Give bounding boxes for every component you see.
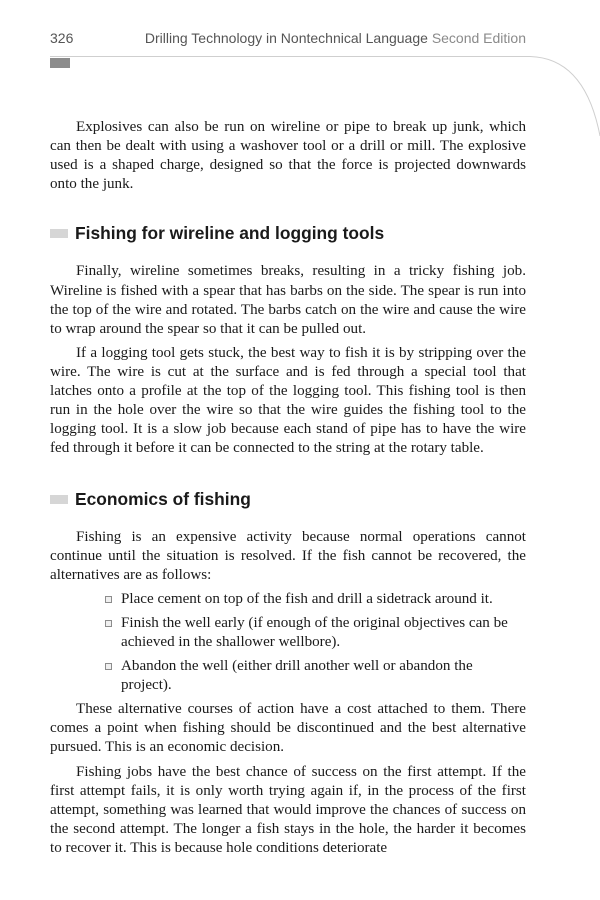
list-item-text: Place cement on top of the fish and drill a sidetrack around it. — [121, 590, 493, 607]
list-item — [121, 590, 526, 609]
page-body — [50, 118, 526, 863]
square-bullet-icon — [105, 596, 112, 603]
heading-marker-icon — [50, 495, 68, 504]
paragraph-economics-1: These alternative courses of action have a cost attached to them. There comes a point when fishing should be discontinued and the best alternative pursued. This is an economic decision. — [50, 701, 526, 756]
list-item-text: Abandon the well (either drill another well or abandon the project). — [121, 658, 473, 694]
list-item — [121, 657, 526, 695]
heading-marker-icon — [50, 229, 68, 238]
section-heading-economics — [50, 490, 526, 509]
paragraph-wireline-2: If a logging tool gets stuck, the best way to fish it is by stripping over the wire. The wire is cut at the surface and is fed through a special tool that latches onto a profile at the top of the logging tool. This fishing tool is then run in the hole over the wire so that the wire guides the fishing tool to the logging tool. It is a slow job because each stand of pipe has to have the wire fed through it before it can be connected to the string at the rotary table. — [50, 344, 526, 457]
page-header — [50, 30, 526, 50]
list-item — [121, 614, 526, 652]
paragraph-economics-intro: Fishing is an expensive activity because normal operations cannot continue until the situation is resolved. If the fish cannot be recovered, the alternatives are as follows: — [50, 528, 526, 583]
square-bullet-icon — [105, 663, 112, 670]
section-heading-wireline — [50, 224, 526, 243]
list-item-text: Finish the well early (if enough of the original objectives can be achieved in the shallower wellbore). — [121, 614, 508, 650]
paragraph-wireline-1: Finally, wireline sometimes breaks, resulting in a tricky fishing job. Wireline is fished with a spear that has barbs on the side. The spear is run into the top of the wire and rotated. The barbs catch on the wire and cause the wire to wrap around the spear so that it can be pulled out. — [50, 263, 526, 337]
intro-paragraph: Explosives can also be run on wireline or pipe to break up junk, which can then be dealt with using a washover tool or a drill or mill. The explosive used is a shaped charge, designed so that the force is projected downwards onto the junk. — [50, 119, 526, 193]
header-rule — [50, 56, 530, 57]
running-title — [145, 30, 526, 46]
book-title: Drilling Technology in Nontechnical Language — [144, 30, 428, 46]
page-number: 326 — [50, 30, 74, 46]
square-bullet-icon — [105, 620, 112, 627]
paragraph-economics-2: Fishing jobs have the best chance of success on the first attempt. If the first attempt fails, it is only worth trying again if, in the process of the first attempt, something was learned that would improve the chances of success on the second attempt. The longer a fish stays in the hole, the harder it becomes to recover it. This is because hole conditions deteriorate — [50, 763, 526, 856]
edition-label: Second Edition — [431, 30, 526, 46]
section-heading-text: Fishing for wireline and logging tools — [75, 223, 385, 244]
section-heading-text: Economics of fishing — [75, 489, 251, 510]
alternatives-list — [50, 590, 526, 695]
header-block-marker — [50, 58, 70, 68]
